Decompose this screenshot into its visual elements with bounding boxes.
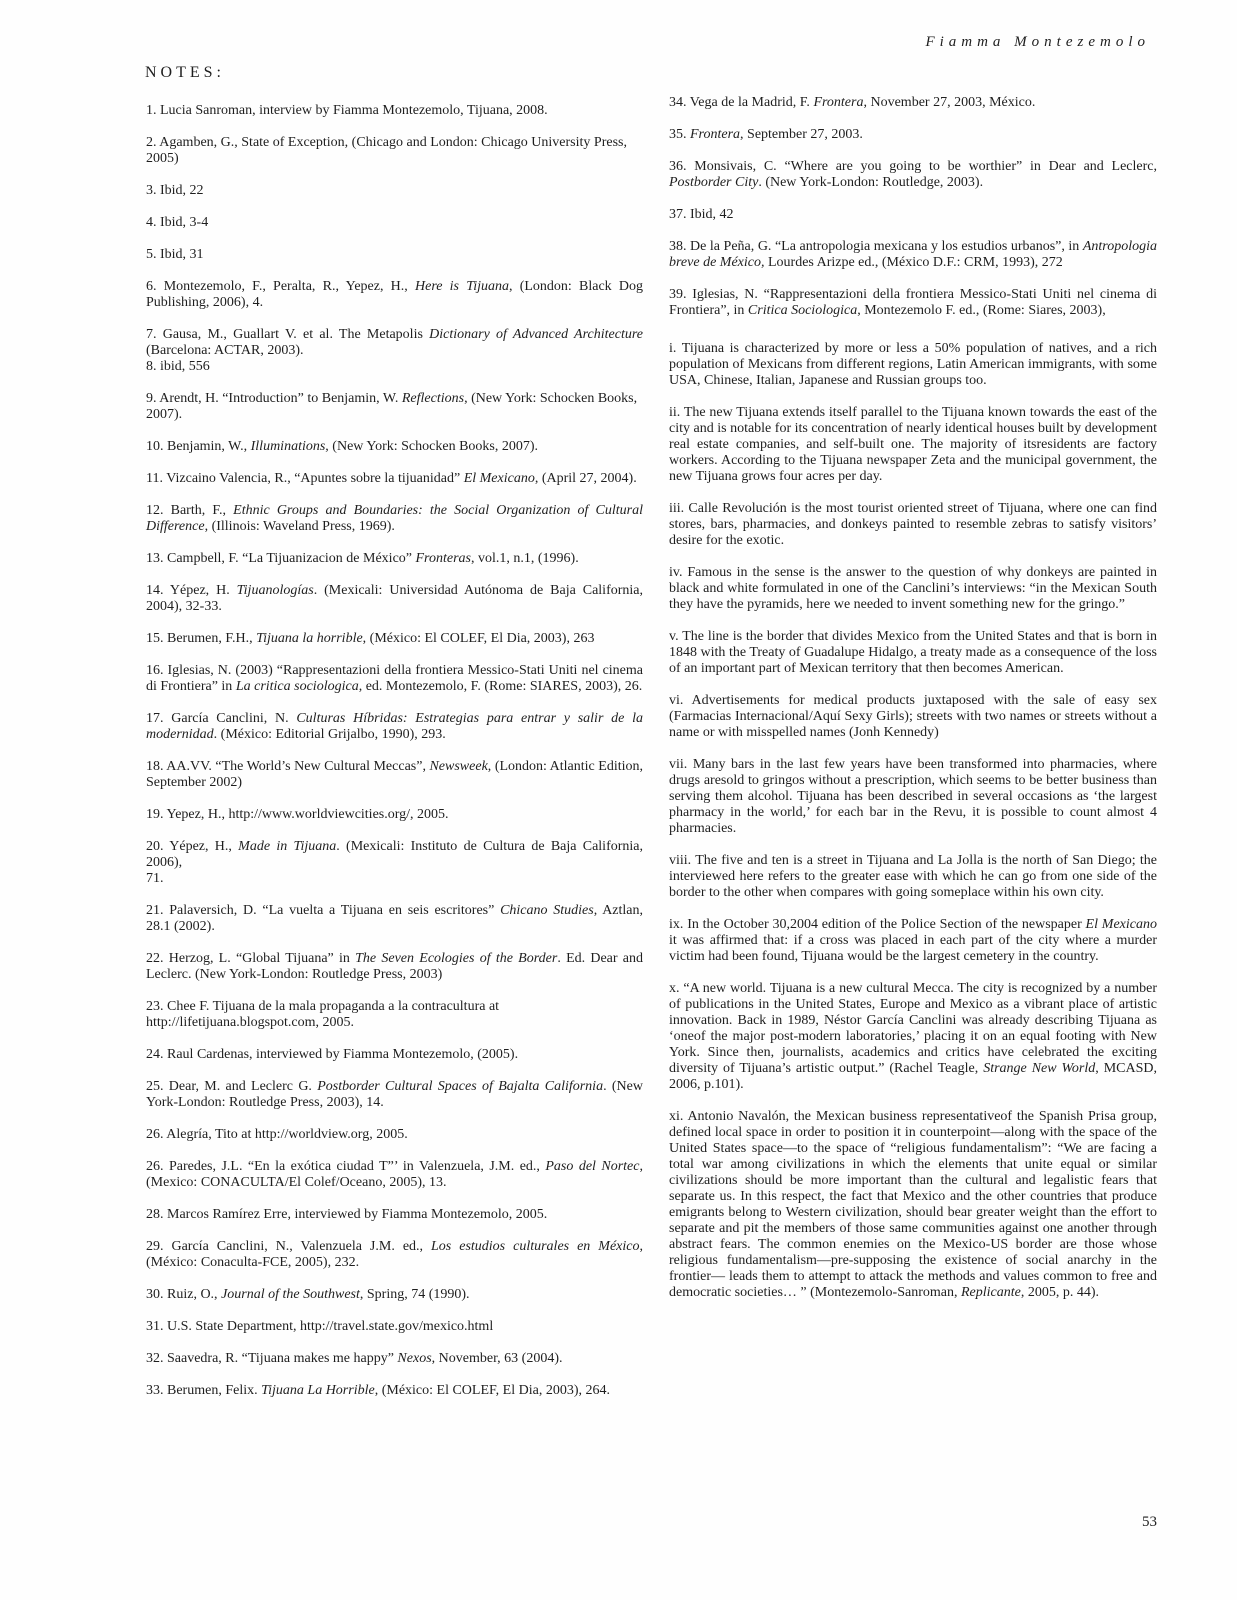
note-item: 12. Barth, F., Ethnic Groups and Boundaries: the Social Organization of Cultural Difference, (Illinois: Waveland Press, 1969). xyxy=(146,503,643,534)
note-item: 7. Gausa, M., Guallart V. et al. The Metapolis Dictionary of Advanced Architecture (Barcelona: ACTAR, 2003). 8. ibid, 556 xyxy=(146,327,643,374)
note-item: 37. Ibid, 42 xyxy=(669,207,734,222)
note-item: vi. Advertisements for medical products juxtaposed with the sale of easy sex (Farmacias Internacional/Aquí Sexy Girls); streets with two names or streets without a name or with misspelled names (Jonh Kennedy) xyxy=(669,693,1157,740)
note-item: iii. Calle Revolución is the most tourist oriented street of Tijuana, where one can find stores, bars, pharmacies, and donkeys painted to resemble zebras to satisfy visitors’ desire for the exotic. xyxy=(669,501,1157,548)
note-item: 22. Herzog, L. “Global Tijuana” in The Seven Ecologies of the Border. Ed. Dear and Leclerc. (New York-London: Routledge Press, 2003) xyxy=(146,951,644,982)
note-item: 28. Marcos Ramírez Erre, interviewed by Fiamma Montezemolo, 2005. xyxy=(146,1207,548,1222)
note-item: 26. Paredes, J.L. “En la exótica ciudad T”’ in Valenzuela, J.M. ed., Paso del Nortec, (Mexico: CONACULTA/El Colef/Oceano, 2005), 13. xyxy=(146,1159,643,1190)
note-item: 23. Chee F. Tijuana de la mala propaganda a la contracultura at http://lifetijuana.blogspot.com, 2005. xyxy=(146,999,500,1030)
note-item: 14. Yépez, H. Tijuanologías. (Mexicali: Universidad Autónoma de Baja California, 2004), 32-33. xyxy=(146,583,643,614)
note-item: x. “A new world. Tijuana is a new cultural Mecca. The city is recognized by a number of publications in the United States, Europe and Mexico as a vibrant place of artistic innovation. Back in 1989, Néstor García Canclini was already describing Tijuana as ‘oneof the major post-modern laboratories,’ placing it on an equal footing with New York. Since then, journalists, academics and critics have celebrated the exciting diversity of Tijuana’s artistic output.” (Rachel Teagle, Strange New World, MCASD, 2006, p.101). xyxy=(669,981,1158,1092)
page-number: 53 xyxy=(1142,1514,1157,1530)
note-item: 26. Alegría, Tito at http://worldview.org, 2005. xyxy=(146,1127,408,1142)
note-item: 3. Ibid, 22 xyxy=(146,183,204,198)
note-item: 10. Benjamin, W., Illuminations, (New York: Schocken Books, 2007). xyxy=(146,439,539,454)
note-item: 34. Vega de la Madrid, F. Frontera, November 27, 2003, México. xyxy=(669,95,1036,110)
note-item: 18. AA.VV. “The World’s New Cultural Meccas”, Newsweek, (London: Atlantic Edition, September 2002) xyxy=(146,759,643,790)
note-item: 2. Agamben, G., State of Exception, (Chicago and London: Chicago University Press, 2005) xyxy=(146,135,627,166)
notes-column-right xyxy=(669,95,1157,1317)
note-item: 6. Montezemolo, F., Peralta, R., Yepez, H., Here is Tijuana, (London: Black Dog Publishing, 2006), 4. xyxy=(146,279,643,310)
note-item: 13. Campbell, F. “La Tijuanizacion de México” Fronteras, vol.1, n.1, (1996). xyxy=(146,551,579,566)
note-item: ii. The new Tijuana extends itself parallel to the Tijuana known towards the east of the city and is notable for its concentration of nearly identical houses built by development real estate companies, and self-built one. The majority of itsresidents are factory workers. According to the Tijuana newspaper Zeta and the municipal government, the new Tijuana grows four acres per day. xyxy=(669,405,1157,484)
note-item: 24. Raul Cardenas, interviewed by Fiamma Montezemolo, (2005). xyxy=(146,1047,519,1062)
notes-column-left xyxy=(146,103,643,1415)
note-item: 1. Lucia Sanroman, interview by Fiamma Montezemolo, Tijuana, 2008. xyxy=(146,103,548,118)
running-header-author: Fiamma Montezemolo xyxy=(925,34,1150,50)
note-item: iv. Famous in the sense is the answer to the question of why donkeys are painted in black and white formulated in one of the Canclini’s interviews: “in the Mexican South they have the pyramids, here we needed to invent something new for the gringo.” xyxy=(669,565,1157,612)
notes-heading: NOTES: xyxy=(145,64,225,81)
note-item: 9. Arendt, H. “Introduction” to Benjamin, W. Reflections, (New York: Schocken Books, 2007). xyxy=(146,391,638,422)
note-item: viii. The five and ten is a street in Tijuana and La Jolla is the north of San Diego; the interviewed here refers to the greater ease with which he can go from one side of the border to the other when compares with going someplace within his own city. xyxy=(669,853,1157,900)
note-item: 39. Iglesias, N. “Rappresentazioni della frontiera Messico-Stati Uniti nel cinema di Frontiera”, in Critica Sociologica, Montezemolo F. ed., (Rome: Siares, 2003), xyxy=(669,287,1157,318)
note-item: 36. Monsivais, C. “Where are you going to be worthier” in Dear and Leclerc, Postborder City. (New York-London: Routledge, 2003). xyxy=(669,159,1157,190)
note-item: 5. Ibid, 31 xyxy=(146,247,204,262)
note-item: 16. Iglesias, N. (2003) “Rappresentazioni della frontiera Messico-Stati Uniti nel cinema di Frontiera” in La critica sociologica, ed. Montezemolo, F. (Rome: SIARES, 2003), 26. xyxy=(146,663,643,694)
note-item: 29. García Canclini, N., Valenzuela J.M. ed., Los estudios culturales en México, (México: Conaculta-FCE, 2005), 232. xyxy=(146,1239,643,1270)
note-item: 19. Yepez, H., http://www.worldviewcities.org/, 2005. xyxy=(146,807,449,822)
note-item: 21. Palaversich, D. “La vuelta a Tijuana en seis escritores” Chicano Studies, Aztlan, 28.1 (2002). xyxy=(146,903,644,934)
note-item: v. The line is the border that divides Mexico from the United States and that is born in 1848 with the Treaty of Guadalupe Hidalgo, a treaty made as a consequence of the loss of an important part of Mexican territory that then becomes American. xyxy=(669,629,1157,676)
note-item: 33. Berumen, Felix. Tijuana La Horrible, (México: El COLEF, El Dia, 2003), 264. xyxy=(146,1383,610,1398)
note-item: 31. U.S. State Department, http://travel.state.gov/mexico.html xyxy=(146,1319,494,1334)
note-item: 32. Saavedra, R. “Tijuana makes me happy” Nexos, November, 63 (2004). xyxy=(146,1351,563,1366)
note-item: 17. García Canclini, N. Culturas Híbridas: Estrategias para entrar y salir de la modernidad. (México: Editorial Grijalbo, 1990), 293. xyxy=(146,711,643,742)
annotations-list xyxy=(669,341,1157,1301)
note-item: 38. De la Peña, G. “La antropologia mexicana y los estudios urbanos”, in Antropologia breve de México, Lourdes Arizpe ed., (México D.F.: CRM, 1993), 272 xyxy=(669,239,1157,270)
note-item: 35. Frontera, September 27, 2003. xyxy=(669,127,863,142)
note-item: 25. Dear, M. and Leclerc G. Postborder Cultural Spaces of Bajalta California. (New York-London: Routledge Press, 2003), 14. xyxy=(146,1079,643,1110)
note-item: vii. Many bars in the last few years have been transformed into pharmacies, where drugs aresold to gringos without a prescription, which seems to be better business than serving them alcohol. Tijuana has been described in several occasions as ‘the largest pharmacy in the world,’ for each bar in the Revu, it is possible to count almost 4 pharmacies. xyxy=(669,757,1157,836)
note-item: xi. Antonio Navalón, the Mexican business representativeof the Spanish Prisa group, defined local space in order to position it in counterpoint—along with the space of the United States space—to the space of “religious fundamentalism”: “We are facing a total war among civilizations in which the elements that unite equal or similar civilizations should be more important than the cultural and legalistic fears that separate us. In this respect, the fact that Mexico and the other countries that produce emigrants belong to Western civilization, should bear greater weight than the effort to separate and pit the members of those same communities against one another through abstract fears. The common enemies on the Mexico-US border are those whose religious fundamentalism—pre-supposing the existence of social anarchy in the frontier— leads them to attempt to attack the methods and values common to free and democratic societies… ” (Montezemolo-Sanroman, Replicante, 2005, p. 44). xyxy=(669,1109,1157,1300)
note-item: 20. Yépez, H., Made in Tijuana. (Mexicali: Instituto de Cultura de Baja California, 2006), 71. xyxy=(146,839,644,886)
note-item: 11. Vizcaino Valencia, R., “Apuntes sobre la tijuanidad” El Mexicano, (April 27, 2004). xyxy=(146,471,637,486)
note-item: ix. In the October 30,2004 edition of the Police Section of the newspaper El Mexicano it was affirmed that: if a cross was placed in each part of the city where a murder victim had been found, Tijuana would be the largest cemetery in the country. xyxy=(669,917,1157,964)
note-item: 4. Ibid, 3-4 xyxy=(146,215,209,230)
note-item: 30. Ruiz, O., Journal of the Southwest, Spring, 74 (1990). xyxy=(146,1287,470,1302)
citations-list xyxy=(669,95,1157,319)
note-item: 15. Berumen, F.H., Tijuana la horrible, (México: El COLEF, El Dia, 2003), 263 xyxy=(146,631,595,646)
note-item: i. Tijuana is characterized by more or less a 50% population of natives, and a rich population of Mexicans from different regions, Latin American immigrants, with some USA, Chinese, Italian, Japanese and Russian groups too. xyxy=(669,341,1157,388)
